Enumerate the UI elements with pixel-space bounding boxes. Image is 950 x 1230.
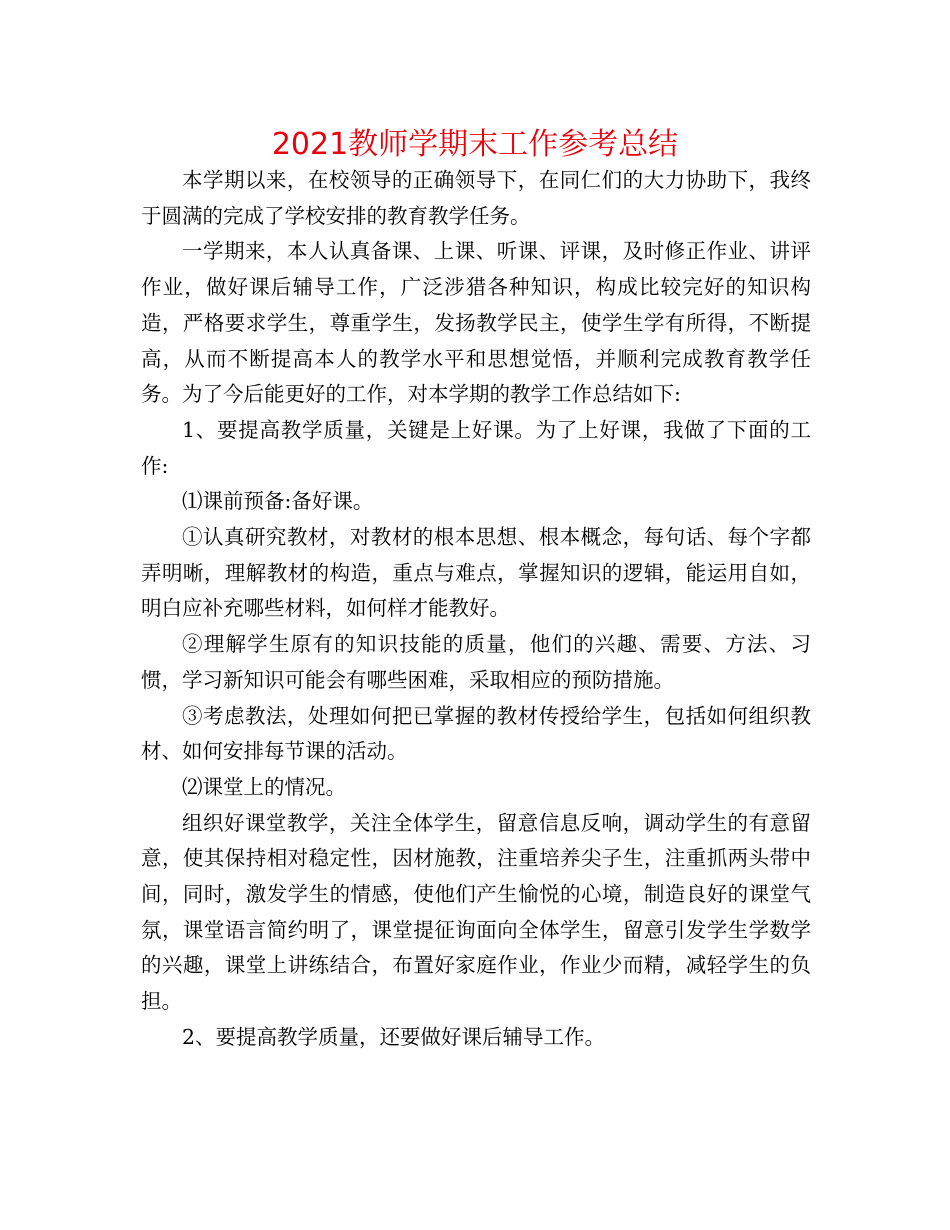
paragraph: 本学期以来，在校领导的正确领导下，在同仁们的大力协助下，我终于圆满的完成了学校安排的教育教学任务。 [141,168,811,228]
paragraph: 1、要提高教学质量，关键是上好课。为了上好课，我做了下面的工作: [141,417,811,478]
paragraph: 一学期来，本人认真备课、上课、听课、评课，及时修正作业、讲评作业，做好课后辅导工作，广泛涉猎各种知识，构成比较完好的知识构造，严格要求学生，尊重学生，发扬教学民主，使学生学有所得，不断提高，从而不断提高本人的教学水平和思想觉悟，并顺利完成教育教学任务。为了今后能更好的工作，对本学期的教学工作总结如下: [141,239,811,407]
paragraph: 组织好课堂教学，关注全体学生，留意信息反响，调动学生的有意留意，使其保持相对稳定性，因材施教，注重培养尖子生，注重抓两头带中间，同时，激发学生的情感，使他们产生愉悦的心境，制造良好的课堂气氛，课堂语言简约明了，课堂提征询面向全体学生，留意引发学生学数学的兴趣，课堂上讲练结合，布置好家庭作业，作业少而精，减轻学生的负担。 [141,810,811,1014]
paragraph: 2、要提高教学质量，还要做好课后辅导工作。 [182,1024,606,1049]
document-body [141,163,811,1056]
paragraph: ③考虑教法，处理如何把已掌握的教材传授给学生，包括如何组织教材、如何安排每节课的活动。 [141,703,811,764]
document-title: 2021教师学期末工作参考总结 [271,127,679,162]
paragraph: ②理解学生原有的知识技能的质量，他们的兴趣、需要、方法、习惯，学习新知识可能会有哪些困难，采取相应的预防措施。 [141,632,811,692]
paragraph: ①认真研究教材，对教材的根本思想、根本概念，每句话、每个字都弄明晰，理解教材的构造，重点与难点，掌握知识的逻辑，能运用自如，明白应补充哪些材料，如何样才能教好。 [141,525,811,621]
paragraph: ⑵课堂上的情况。 [182,774,346,799]
paragraph: ⑴课前预备:备好课。 [182,489,374,514]
